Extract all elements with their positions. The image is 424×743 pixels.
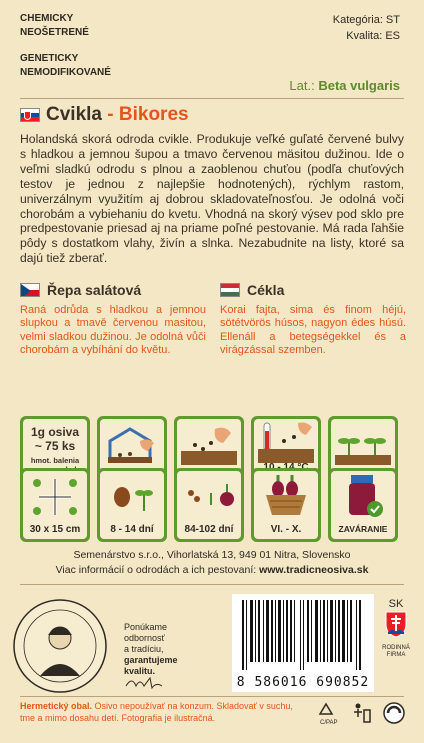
greenhouse-sowing-icon <box>100 419 164 471</box>
preserving-label: ZAVÁRANIE <box>338 524 388 534</box>
product-description: Holandská skorá odroda cvikle. Produkuje veľké guľaté červené bulvy s hladkou a jemnou šupou a tmavo červenou mäsitou dužinou. Ide o veľmi sladkú odrodu s plnou a zaoblenou chuťou (podľa chuťových testov je jednou z najlepšie hodnotených), rýchlym rastom, univerzálnym využitím aj dobrou skladovateľnosťou. Je odolná voči chorobám a vybiehaniu do kvetu. Vhodná na skorý výsev pod sklo pre predpestovanie priesad aj na priame poľné pestovanie. Má rada ľahšie pôdy s dostatkom vlahy, živín a slnka. Nezabudnite na listy, ktoré sa dajú tiež zberať. <box>20 132 404 266</box>
seed-count: ~ 75 ks <box>34 439 76 453</box>
maturity-label: 84-102 dní <box>184 524 234 535</box>
company-address: Semenárstvo s.r.o., Vihorlatská 13, 949 01 Nitra, Slovensko <box>73 549 351 561</box>
recycle-icon <box>320 704 338 726</box>
green-dot-icon <box>384 703 404 723</box>
recycle-label: C/PAP <box>320 720 338 726</box>
quality-claims <box>20 12 111 80</box>
latin-name <box>289 78 400 93</box>
tradition-seal-logo <box>10 596 110 696</box>
claim-line-2: NEOŠETRENÉ <box>20 27 89 38</box>
harvest-basket-icon <box>254 471 318 523</box>
origin-mark <box>378 598 414 659</box>
family-label-1: RODINNÁ <box>382 645 410 651</box>
recycle-symbols <box>318 700 408 726</box>
product-title <box>46 104 189 126</box>
hungarian-flag-icon <box>220 283 240 297</box>
title-dash: - <box>101 104 119 125</box>
preserving-tile <box>328 468 398 542</box>
czech-section <box>20 282 206 358</box>
claim-line-3: GENETICKY <box>20 53 79 64</box>
legal-bold: Hermetický obal. <box>20 701 93 711</box>
tidyman-icon <box>354 704 370 723</box>
hungarian-text: Korai fajta, sima és finom héjú, sötétvörös húsos, nagyon édes húsú. Ellenáll a betegségekkel és a virágzással szemben. <box>220 304 406 357</box>
spacing-icon <box>23 471 87 523</box>
germination-tile <box>97 468 167 542</box>
slovak-flag-icon <box>20 108 40 122</box>
czech-flag-icon <box>20 283 40 297</box>
quality-label: Kvalita: ES <box>346 30 400 42</box>
latin-prefix: Lat.: <box>289 78 315 93</box>
germination-icon <box>100 471 164 523</box>
jar-icon <box>331 471 395 523</box>
czech-text: Raná odrůda s hladkou a jemnou slupkou a tmavě červenou masitou, velmi sladkou dužinou. Je odolná vůči chorobám a vybíhání do květu. <box>20 304 206 357</box>
spacing-tile <box>20 468 90 542</box>
maturity-icon <box>177 471 241 523</box>
promise-line-3: a tradíciu, <box>124 644 164 654</box>
promise-line-1: Ponúkame <box>124 622 168 632</box>
product-name: Cvikla <box>46 104 102 125</box>
promise-line-2: odbornosť <box>124 633 165 643</box>
czech-title: Řepa salátová <box>47 282 142 298</box>
website-link[interactable]: www.tradicneosiva.sk <box>259 564 369 576</box>
divider-legal <box>20 696 404 697</box>
maturity-tile <box>174 468 244 542</box>
legal-text: Osivo nepoužívať na konzum. Skladovať v suchu, tme a mimo dosahu detí. Fotografia je ilustračná. <box>20 701 293 723</box>
germination-label: 8 - 14 dní <box>110 524 154 535</box>
seed-weight: 1g osiva <box>30 425 80 439</box>
family-label-2: FIRMA <box>386 652 406 658</box>
hungarian-section <box>220 282 406 358</box>
package-weight-note-1: hmot. balenia <box>30 456 80 465</box>
company-info <box>0 548 424 578</box>
barcode-bars <box>232 594 374 672</box>
thermometer-icon <box>254 419 318 465</box>
barcode <box>232 594 374 692</box>
spacing-label: 30 x 15 cm <box>29 524 81 535</box>
product-title-row <box>20 104 189 126</box>
category-info <box>333 12 400 44</box>
harvest-tile <box>251 468 321 542</box>
divider-bottom <box>20 584 404 585</box>
harvest-label: VI. - X. <box>270 524 302 535</box>
category-label: Kategória: ST <box>332 14 400 26</box>
slovak-coat-of-arms-icon <box>384 610 408 638</box>
info-prefix: Viac informácií o odrodách a ich pestovaní: <box>55 564 257 576</box>
promise-line-4: garantujeme <box>124 655 178 665</box>
claim-line-4: NEMODIFIKOVANÉ <box>20 67 111 78</box>
hungarian-title: Cékla <box>247 282 285 298</box>
product-variety: Bikores <box>118 104 189 125</box>
signature-icon <box>124 674 164 690</box>
country-code: SK <box>388 598 404 610</box>
claim-line-1: CHEMICKY <box>20 13 74 24</box>
quality-promise <box>124 622 178 677</box>
seedlings-icon <box>331 419 395 471</box>
promise-line-5: kvalitu. <box>124 666 156 676</box>
barcode-number: 8 586016 690852 <box>236 675 370 690</box>
legal-notice <box>20 700 310 724</box>
latin-species: Beta vulgaris <box>318 78 400 93</box>
divider-top <box>20 98 404 99</box>
field-sowing-icon <box>177 419 241 471</box>
